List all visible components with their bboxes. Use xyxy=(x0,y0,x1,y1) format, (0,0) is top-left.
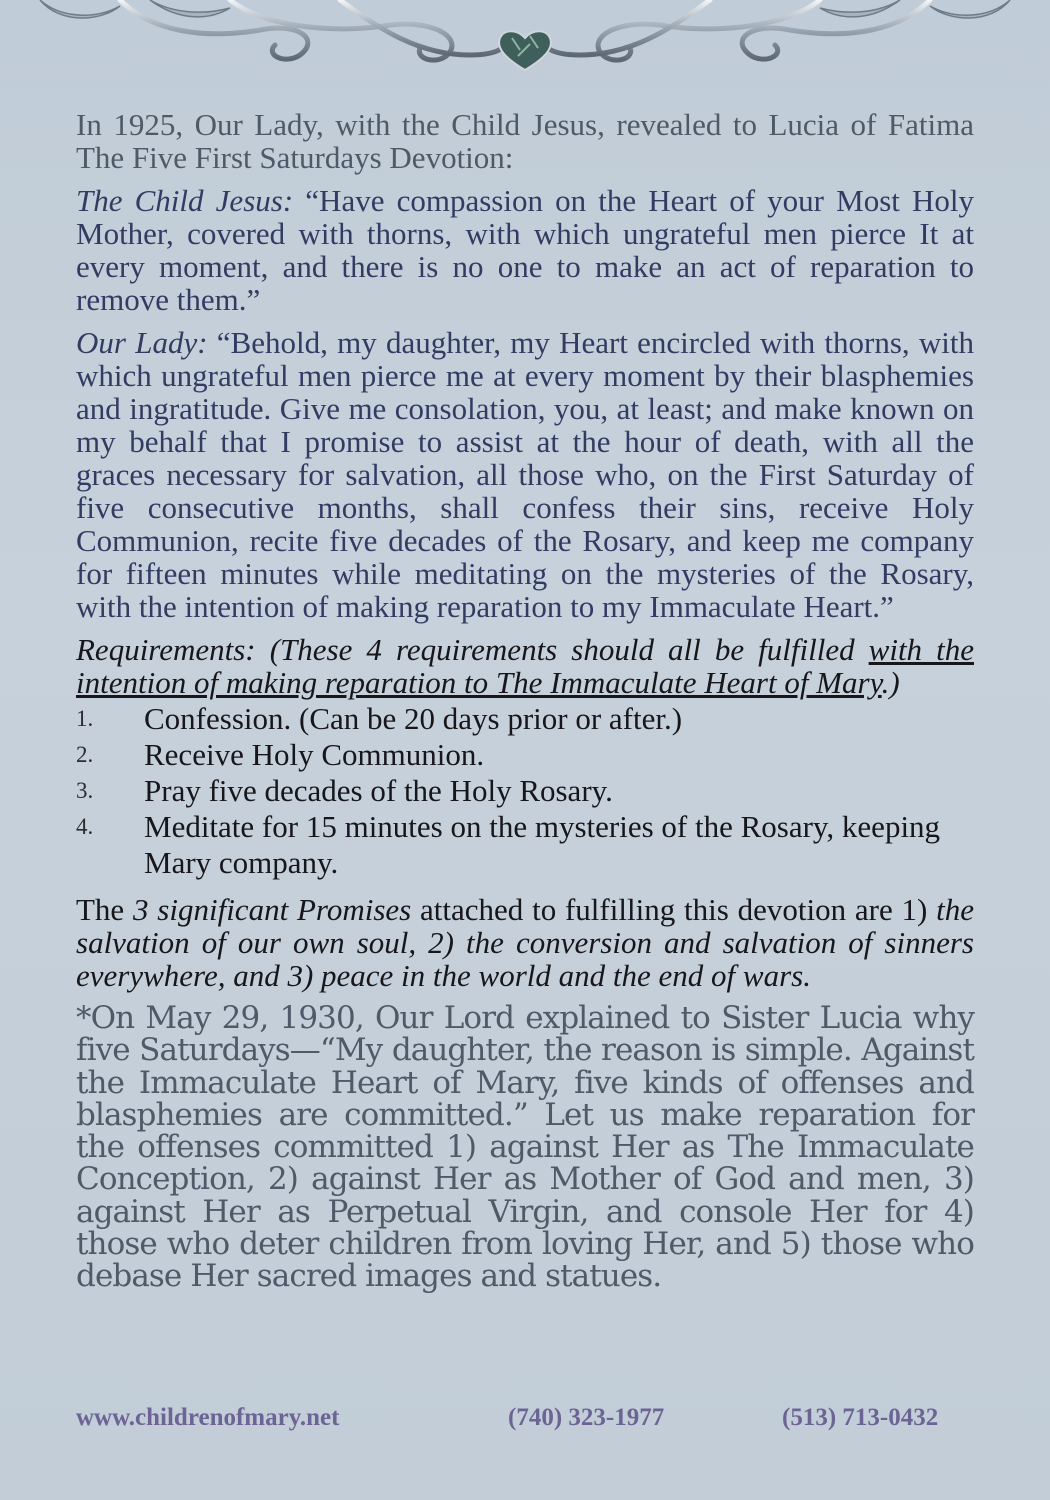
scroll-ornament-header xyxy=(0,0,1050,80)
requirements-list xyxy=(76,701,974,881)
promises-part1: The xyxy=(76,892,133,927)
list-text: Meditate for 15 minutes on the mysteries of the Rosary, keeping Mary company. xyxy=(144,809,941,880)
requirements-heading xyxy=(76,633,974,699)
our-lady-quote: “Behold, my daughter, my Heart encircled with thorns, with which ungrateful men pierce me at every moment by their blasphemies and ingratitude. Give me consolation, you, at least; and make known on my behalf that I promise to assist at the hour of death, with all the graces necessary for salvation, all those who, on the First Saturday of five consecutive months, shall confess their sins, receive Holy Communion, recite five decades of the Rosary, and keep me company for fifteen minutes while meditating on the mysteries of the Rosary, with the intention of making reparation to my Immaculate Heart.” xyxy=(76,325,974,624)
our-lady-paragraph xyxy=(76,326,974,623)
website-link[interactable]: www.childrenofmary.net xyxy=(76,1404,340,1431)
list-number: 4. xyxy=(76,814,94,839)
list-item xyxy=(76,809,974,881)
child-jesus-quote: “Have compassion on the Heart of your Most Holy Mother, covered with thorns, with which ungrateful men pierce It at every moment, and there is no one to make an act of reparation to remove them.” xyxy=(76,183,975,317)
list-text: Receive Holy Communion. xyxy=(144,737,485,772)
card-body xyxy=(76,108,974,1303)
footnote-paragraph: *On May 29, 1930, Our Lord explained to Sister Lucia why five Saturdays—“My daughter, the reason is simple. Against the Immaculate Heart of Mary, five kinds of offenses and blasphemies are committed.” Let us make reparation for the offenses committed 1) against Her as The Immaculate Conception, 2) against Her as Mother of God and men, 3) against Her as Perpetual Virgin, and console Her for 4) those who deter children from loving Her, and 5) those who debase Her sacred images and statues. xyxy=(76,1000,974,1295)
promises-italic2: the salvation of our own soul, 2) the conversion and salvation of sinners everywhere, and 3) peace in the world and the end of wars. xyxy=(76,892,974,993)
list-item xyxy=(76,737,974,773)
list-number: 1. xyxy=(76,706,94,731)
promises-italic1: 3 significant Promises xyxy=(133,892,412,927)
our-lady-speaker: Our Lady: xyxy=(76,325,208,360)
list-text: Confession. (Can be 20 days prior or after.) xyxy=(144,701,683,736)
requirements-intro: Requirements: (These 4 requirements should all be fulfilled xyxy=(76,632,869,667)
list-text: Pray five decades of the Holy Rosary. xyxy=(144,773,613,808)
heart-gem-icon xyxy=(499,31,551,70)
intro-paragraph: In 1925, Our Lady, with the Child Jesus, revealed to Lucia of Fatima The Five First Saturdays Devotion: xyxy=(76,107,974,175)
promises-paragraph xyxy=(76,893,974,992)
promises-part2: attached to fulfilling this devotion are 1) xyxy=(411,892,937,927)
contact-footer xyxy=(76,1404,974,1444)
requirements-underlined: with the intention of making reparation to The Immaculate Heart of Mary xyxy=(76,632,974,700)
requirements-outro: .) xyxy=(881,665,900,700)
list-number: 3. xyxy=(76,778,94,803)
child-jesus-speaker: The Child Jesus: xyxy=(76,183,294,218)
phone-number-2: (513) 713-0432 xyxy=(782,1404,939,1431)
list-number: 2. xyxy=(76,742,94,767)
child-jesus-paragraph xyxy=(76,184,974,316)
list-item xyxy=(76,773,974,809)
phone-number-1: (740) 323-1977 xyxy=(508,1404,665,1431)
list-item xyxy=(76,701,974,737)
